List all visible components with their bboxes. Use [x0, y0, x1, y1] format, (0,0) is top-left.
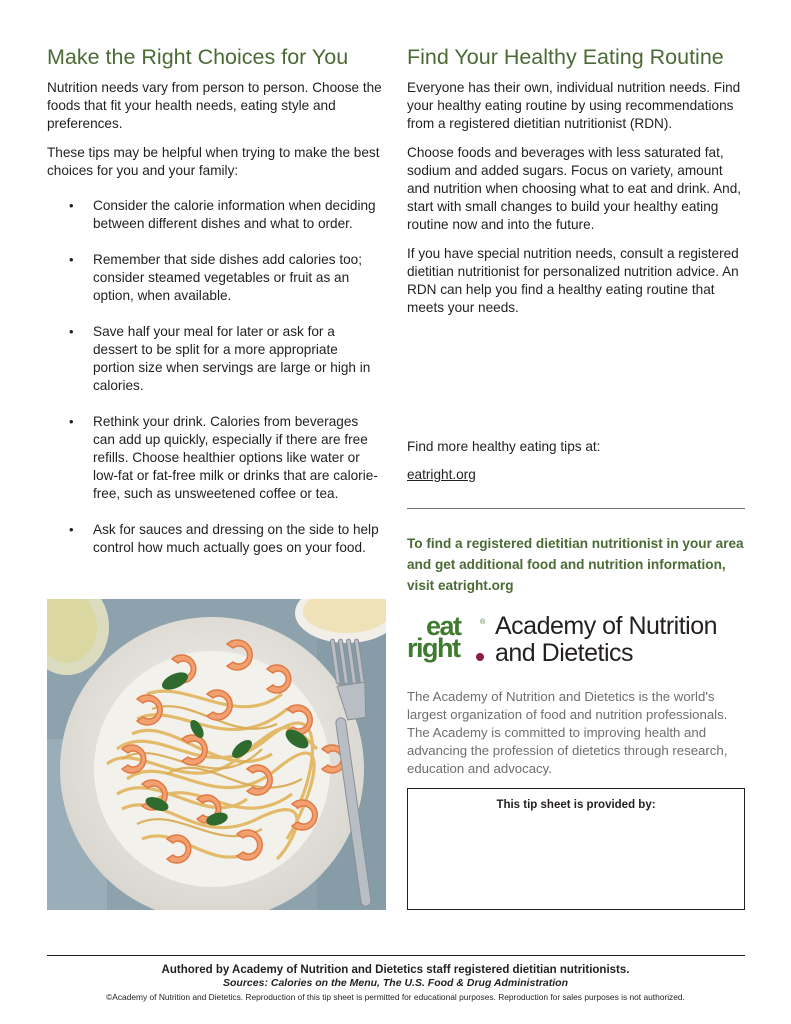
footer-copyright: ©Academy of Nutrition and Dietetics. Reproduction of this tip sheet is permitted for educational purposes. Reproduction for sales purposes is not authorized. — [106, 992, 685, 1002]
left-heading: Make the Right Choices for You — [47, 45, 349, 69]
tip-text: Save half your meal for later or ask for a dessert to be split for a more appropriate portion size when servings are large or high in calories. — [93, 324, 371, 393]
shrimp-pasta-photo — [47, 599, 386, 910]
more-tips-label: Find more healthy eating tips at: — [407, 439, 601, 454]
bullet-icon: • — [69, 414, 74, 429]
logo-org-name — [495, 613, 717, 667]
right-column — [407, 44, 745, 328]
bullet-icon: • — [69, 198, 74, 213]
footer — [0, 963, 791, 1003]
bullet-icon: • — [69, 252, 74, 267]
list-item — [47, 251, 383, 305]
divider — [407, 508, 745, 509]
academy-logo — [407, 612, 747, 672]
bullet-icon: • — [69, 324, 74, 339]
tip-text: Rethink your drink. Calories from beverages can add up quickly, especially if there are free refills. Choose healthier options like water or low-fat or fat-free milk or drinks that are calorie-free, such as unsweetened coffee or tea. — [93, 414, 378, 501]
registered-mark: ® — [480, 619, 486, 626]
left-intro: Nutrition needs vary from person to person. Choose the foods that fit your health needs, eating style and preferences. — [47, 80, 382, 131]
logo-eat-word: eat — [426, 611, 461, 641]
footer-authored: Authored by Academy of Nutrition and Dietetics staff registered dietitian nutritionists. — [161, 964, 630, 976]
cta-text: To find a registered dietitian nutritionist in your area and get additional food and nutrition information, visit eatright.org — [407, 536, 744, 593]
list-item — [47, 521, 383, 557]
right-paragraph-2: Choose foods and beverages with less saturated fat, sodium and added sugars. Focus on variety, amount and nutrition when choosing what to eat and drink. And, start with small changes to build your healthy eating routine now and into the future. — [407, 145, 742, 232]
logo-dot-icon — [476, 653, 484, 661]
logo-name-line1: Academy of Nutrition — [495, 612, 718, 640]
pasta-illustration — [47, 599, 386, 910]
footer-divider — [47, 955, 745, 956]
right-paragraph-3: If you have special nutrition needs, consult a registered dietitian nutritionist for personalized nutrition advice. An RDN can help you find a healthy eating routine that meets your needs. — [407, 246, 739, 315]
footer-sources: Sources: Calories on the Menu, The U.S. Food & Drug Administration — [223, 977, 568, 989]
eatright-link[interactable]: eatright.org — [407, 467, 476, 482]
bullet-icon: • — [69, 522, 74, 537]
tip-text: Ask for sauces and dressing on the side to help control how much actually goes on your food. — [93, 522, 379, 555]
left-column — [47, 44, 383, 575]
tips-list — [47, 197, 383, 557]
tip-text: Consider the calorie information when deciding between different dishes and what to order. — [93, 198, 376, 231]
list-item — [47, 413, 383, 503]
right-paragraph-1: Everyone has their own, individual nutrition needs. Find your healthy eating routine by using recommendations from a registered dietitian nutritionist (RDN). — [407, 80, 741, 131]
provided-by-label: This tip sheet is provided by: — [496, 799, 656, 811]
right-heading: Find Your Healthy Eating Routine — [407, 45, 724, 69]
logo-right-word: right — [407, 633, 460, 663]
about-academy: The Academy of Nutrition and Dietetics is the world's largest organization of food and nutrition professionals. The Academy is committed to improving health and advancing the profession of dietetics through research, education and advocacy. — [407, 689, 728, 776]
list-item — [47, 323, 383, 395]
provided-by-box — [407, 788, 745, 910]
logo-name-line2: and Dietetics — [495, 639, 634, 667]
tips-intro: These tips may be helpful when trying to make the best choices for you and your family: — [47, 145, 380, 178]
list-item — [47, 197, 383, 233]
tip-text: Remember that side dishes add calories too; consider steamed vegetables or fruit as an option, when available. — [93, 252, 362, 303]
